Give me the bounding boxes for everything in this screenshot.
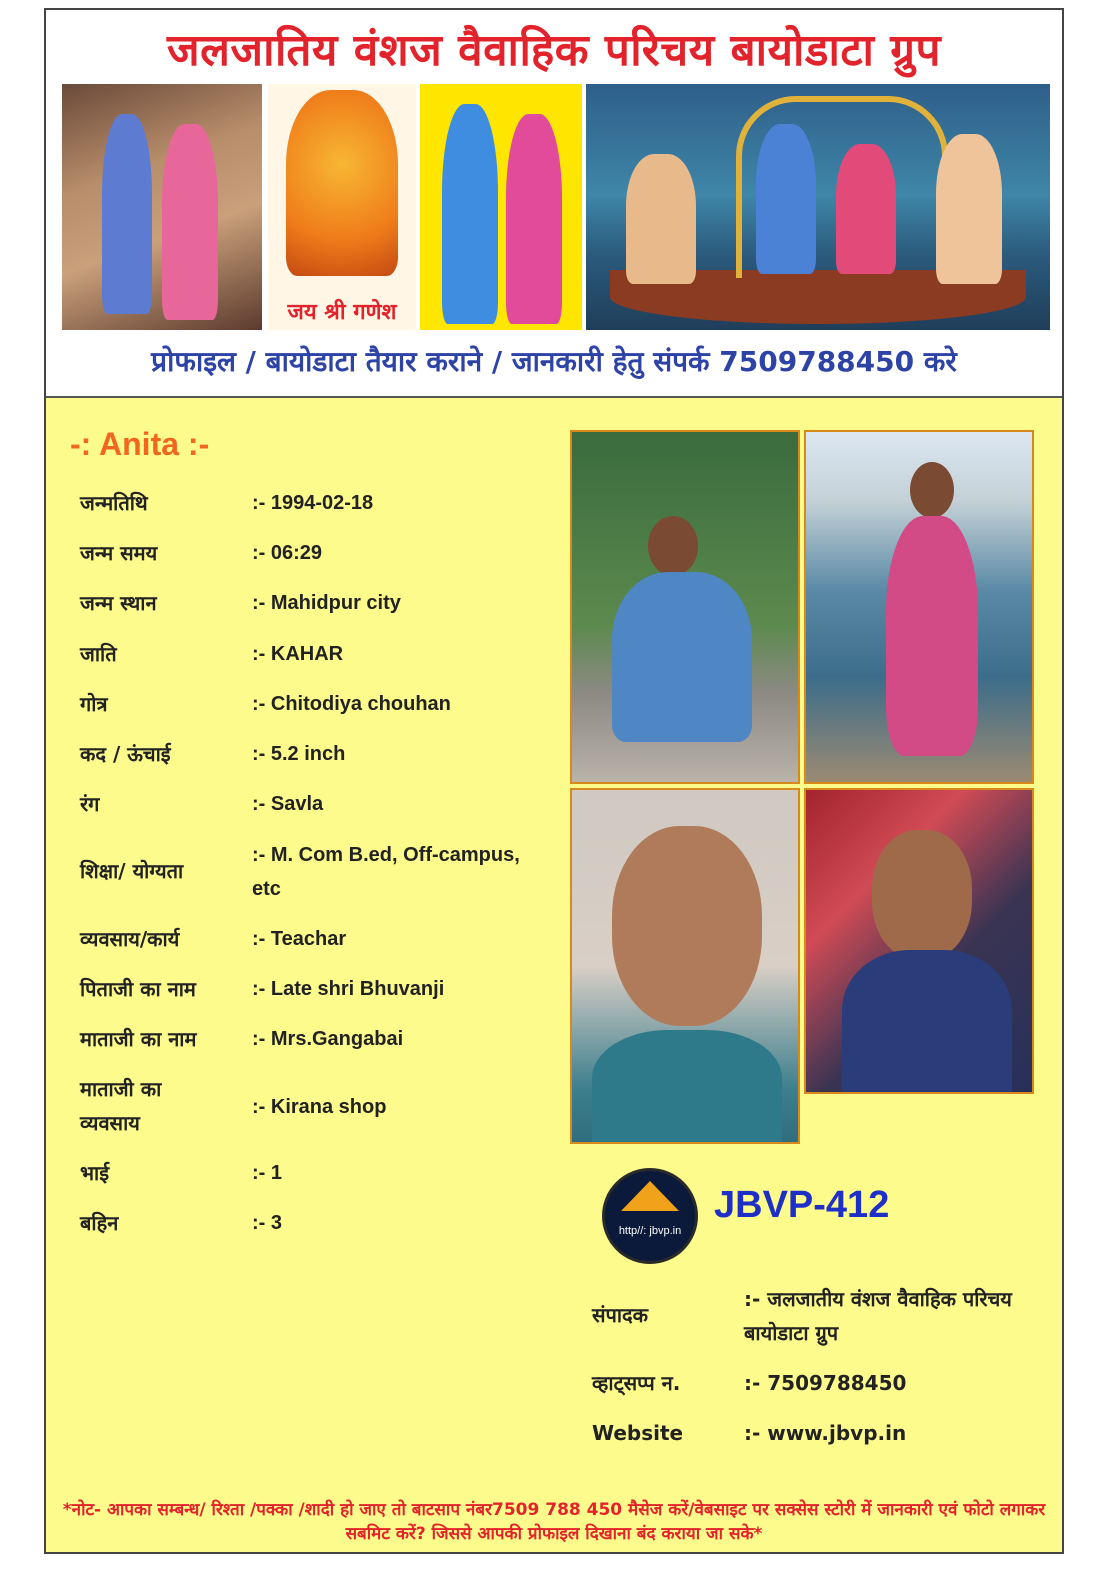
website-link[interactable]: :- www.jbvp.in [744,1421,907,1445]
field-label: शिक्षा/ योग्यता [80,859,184,883]
logo-text: http//: jbvp.in [618,1225,682,1237]
field-label: व्यवसाय/कार्य [80,927,180,951]
field-label: जाति [80,642,117,666]
field-value: :- Savla [252,793,324,815]
banner-image-ram-sita [420,84,582,330]
field-label: जन्मतिथि [80,491,148,515]
field-value: :- 1 [252,1162,282,1184]
candidate-photo-2 [804,430,1034,784]
banner-image-ganesh [268,84,416,330]
field-value: :- Kirana shop [252,1096,387,1118]
contact-line: प्रोफाइल / बायोडाटा तैयार कराने / जानकारी हेतु संपर्क 7509788450 करे [151,345,957,378]
field-label: रंग [80,792,100,816]
biodata-card [44,8,1064,1554]
banner-image-boat-scene [586,84,1050,330]
field-label: बहिन [80,1211,119,1235]
field-value: :- Late shri Bhuvanji [252,978,445,1000]
field-value: :- 3 [252,1212,282,1234]
field-value: :- Chitodiya chouhan [252,693,451,715]
field-value: :- Mrs.Gangabai [252,1028,404,1050]
field-label: जन्म स्थान [80,591,157,615]
editor-value: :- जलजातीय वंशज वैवाहिक परिचय बायोडाटा ग्रुप [744,1287,1012,1345]
editor-label: संपादक [592,1303,649,1327]
field-value: :- 1994-02-18 [252,492,374,514]
banner-image-ram-sita-wedding [62,84,262,330]
jbvp-logo [602,1168,698,1264]
footer-note: *नोट- आपका सम्बन्ध/ रिश्ता /पक्का /शादी हो जाए तो बाटसाप नंबर7509 788 450 मैसेज करें/वेबसाइट पर सक्सेस स्टोरी में जानकारी एवं फोटो लगाकर सबमिट करें? जिससे आपकी प्रोफाइल दिखाना बंद कराया जा सके* [62,1500,1046,1544]
ganesh-caption: जय श्री गणेश [287,300,397,325]
profile-id: JBVP-412 [714,1184,890,1226]
editor-label: व्हाट्सप्प न. [592,1371,681,1395]
field-value: :- Mahidpur city [252,592,401,614]
field-label: माताजी का व्यवसाय [80,1077,162,1135]
field-label: भाई [80,1161,110,1185]
field-value: :- M. Com B.ed, Off-campus, etc [252,844,520,900]
field-value: :- 5.2 inch [252,743,346,765]
header-banner [46,10,1062,398]
field-label: जन्म समय [80,541,158,565]
candidate-photo-3 [570,788,800,1144]
candidate-photo-1 [570,430,800,784]
field-label: कद / ऊंचाई [80,742,171,766]
field-label: गोत्र [80,692,108,716]
field-value: :- Teachar [252,928,347,950]
logo-roof-icon [621,1181,679,1211]
editor-label: Website [592,1421,684,1445]
group-title: जलजातिय वंशज वैवाहिक परिचय बायोडाटा ग्रुप [166,25,942,76]
field-value: :- 06:29 [252,542,323,564]
candidate-photo-4 [804,788,1034,1094]
field-label: माताजी का नाम [80,1027,197,1051]
candidate-name: -: Anita :- [70,426,210,462]
field-label: पिताजी का नाम [80,977,196,1001]
editor-value: :- 7509788450 [744,1371,907,1395]
field-value: :- KAHAR [252,643,344,665]
